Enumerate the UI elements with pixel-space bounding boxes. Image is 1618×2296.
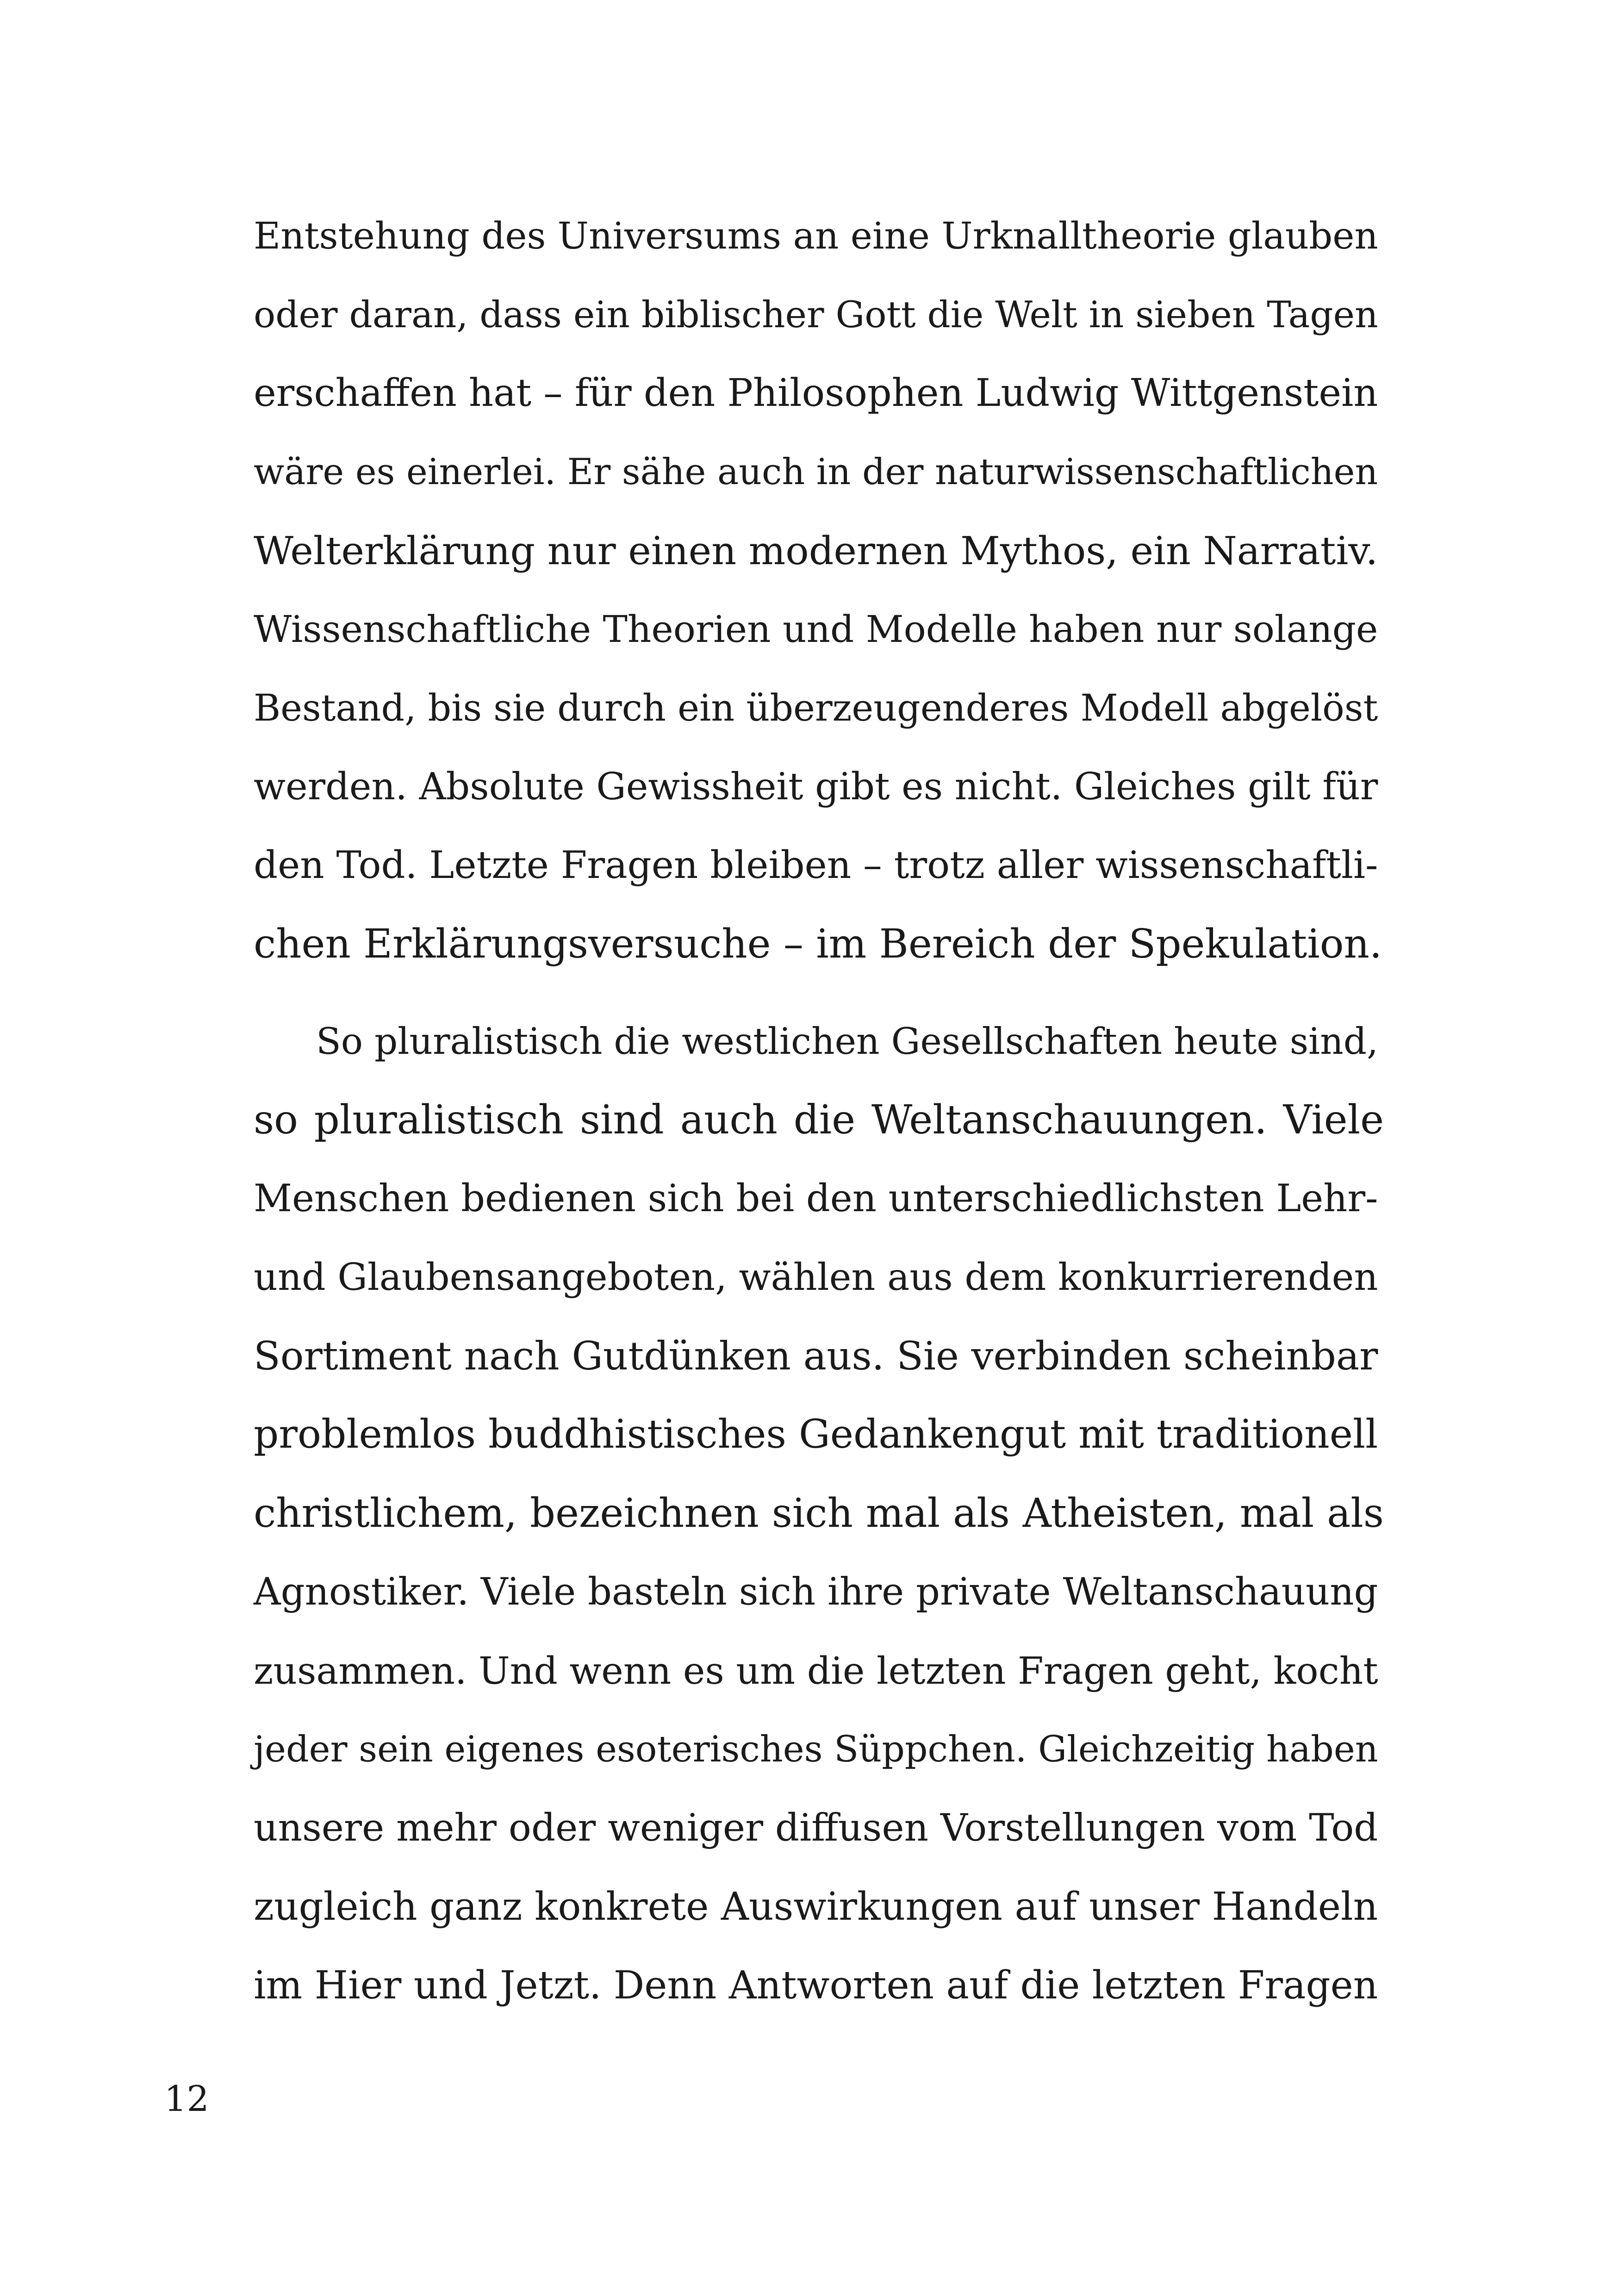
body-text	[254, 197, 1384, 2025]
paragraph-2	[254, 1002, 1384, 2025]
text-line: Agnostiker. Viele basteln sich ihre private Weltanschauung	[254, 1570, 1378, 1614]
page-number: 12	[164, 2078, 209, 2119]
text-line: Sortiment nach Gutdünken aus. Sie verbinden scheinbar	[254, 1333, 1378, 1379]
text-line: werden. Absolute Gewissheit gibt es nicht. Gleiches gilt für	[254, 765, 1378, 809]
text-line: zusammen. Und wenn es um die letzten Fragen geht, kocht	[254, 1649, 1378, 1692]
text-line: Entstehung des Universums an eine Urknalltheorie glauben	[254, 214, 1378, 257]
text-line: unsere mehr oder weniger diffusen Vorstellungen vom Tod	[254, 1806, 1378, 1850]
text-line: chen Erklärungsversuche – im Bereich der Spekulation.	[254, 921, 1382, 967]
text-line: problemlos buddhistisches Gedankengut mit traditionell	[254, 1412, 1378, 1457]
text-line: im Hier und Jetzt. Denn Antworten auf die letzten Fragen	[254, 1963, 1378, 2008]
text-line: zugleich ganz konkrete Auswirkungen auf unser Handeln	[254, 1884, 1378, 1929]
paragraph-gap	[254, 983, 1384, 1002]
text-line: Bestand, bis sie durch ein überzeugenderes Modell abgelöst	[254, 687, 1378, 729]
text-line: und Glaubensangeboten, wählen aus dem konkurrierenden	[254, 1256, 1378, 1299]
text-line: so pluralistisch sind auch die Weltanschauungen. Viele	[254, 1097, 1384, 1143]
text-line: wäre es einerlei. Er sähe auch in der naturwissenschaftlichen	[254, 451, 1378, 493]
text-line: christlichem, bezeichnen sich mal als Atheisten, mal als	[254, 1490, 1384, 1537]
text-line: Welterklärung nur einen modernen Mythos, ein Narrativ.	[254, 528, 1378, 573]
text-line: So pluralistisch die westlichen Gesellschaften heute sind,	[316, 1020, 1378, 1063]
text-line: jeder sein eigenes esoterisches Süppchen. Gleichzeitig haben	[254, 1729, 1378, 1770]
text-line: Menschen bedienen sich bei den unterschiedlichsten Lehr-	[254, 1177, 1378, 1220]
paragraph-1	[254, 197, 1384, 983]
text-line: Wissenschaftliche Theorien und Modelle haben nur solange	[254, 608, 1378, 651]
text-line: erschaffen hat – für den Philosophen Ludwig Wittgenstein	[254, 371, 1378, 415]
text-line: den Tod. Letzte Fragen bleiben – trotz aller wissenschaftli-	[254, 843, 1378, 887]
text-line: oder daran, dass ein biblischer Gott die Welt in sieben Tagen	[254, 293, 1378, 336]
